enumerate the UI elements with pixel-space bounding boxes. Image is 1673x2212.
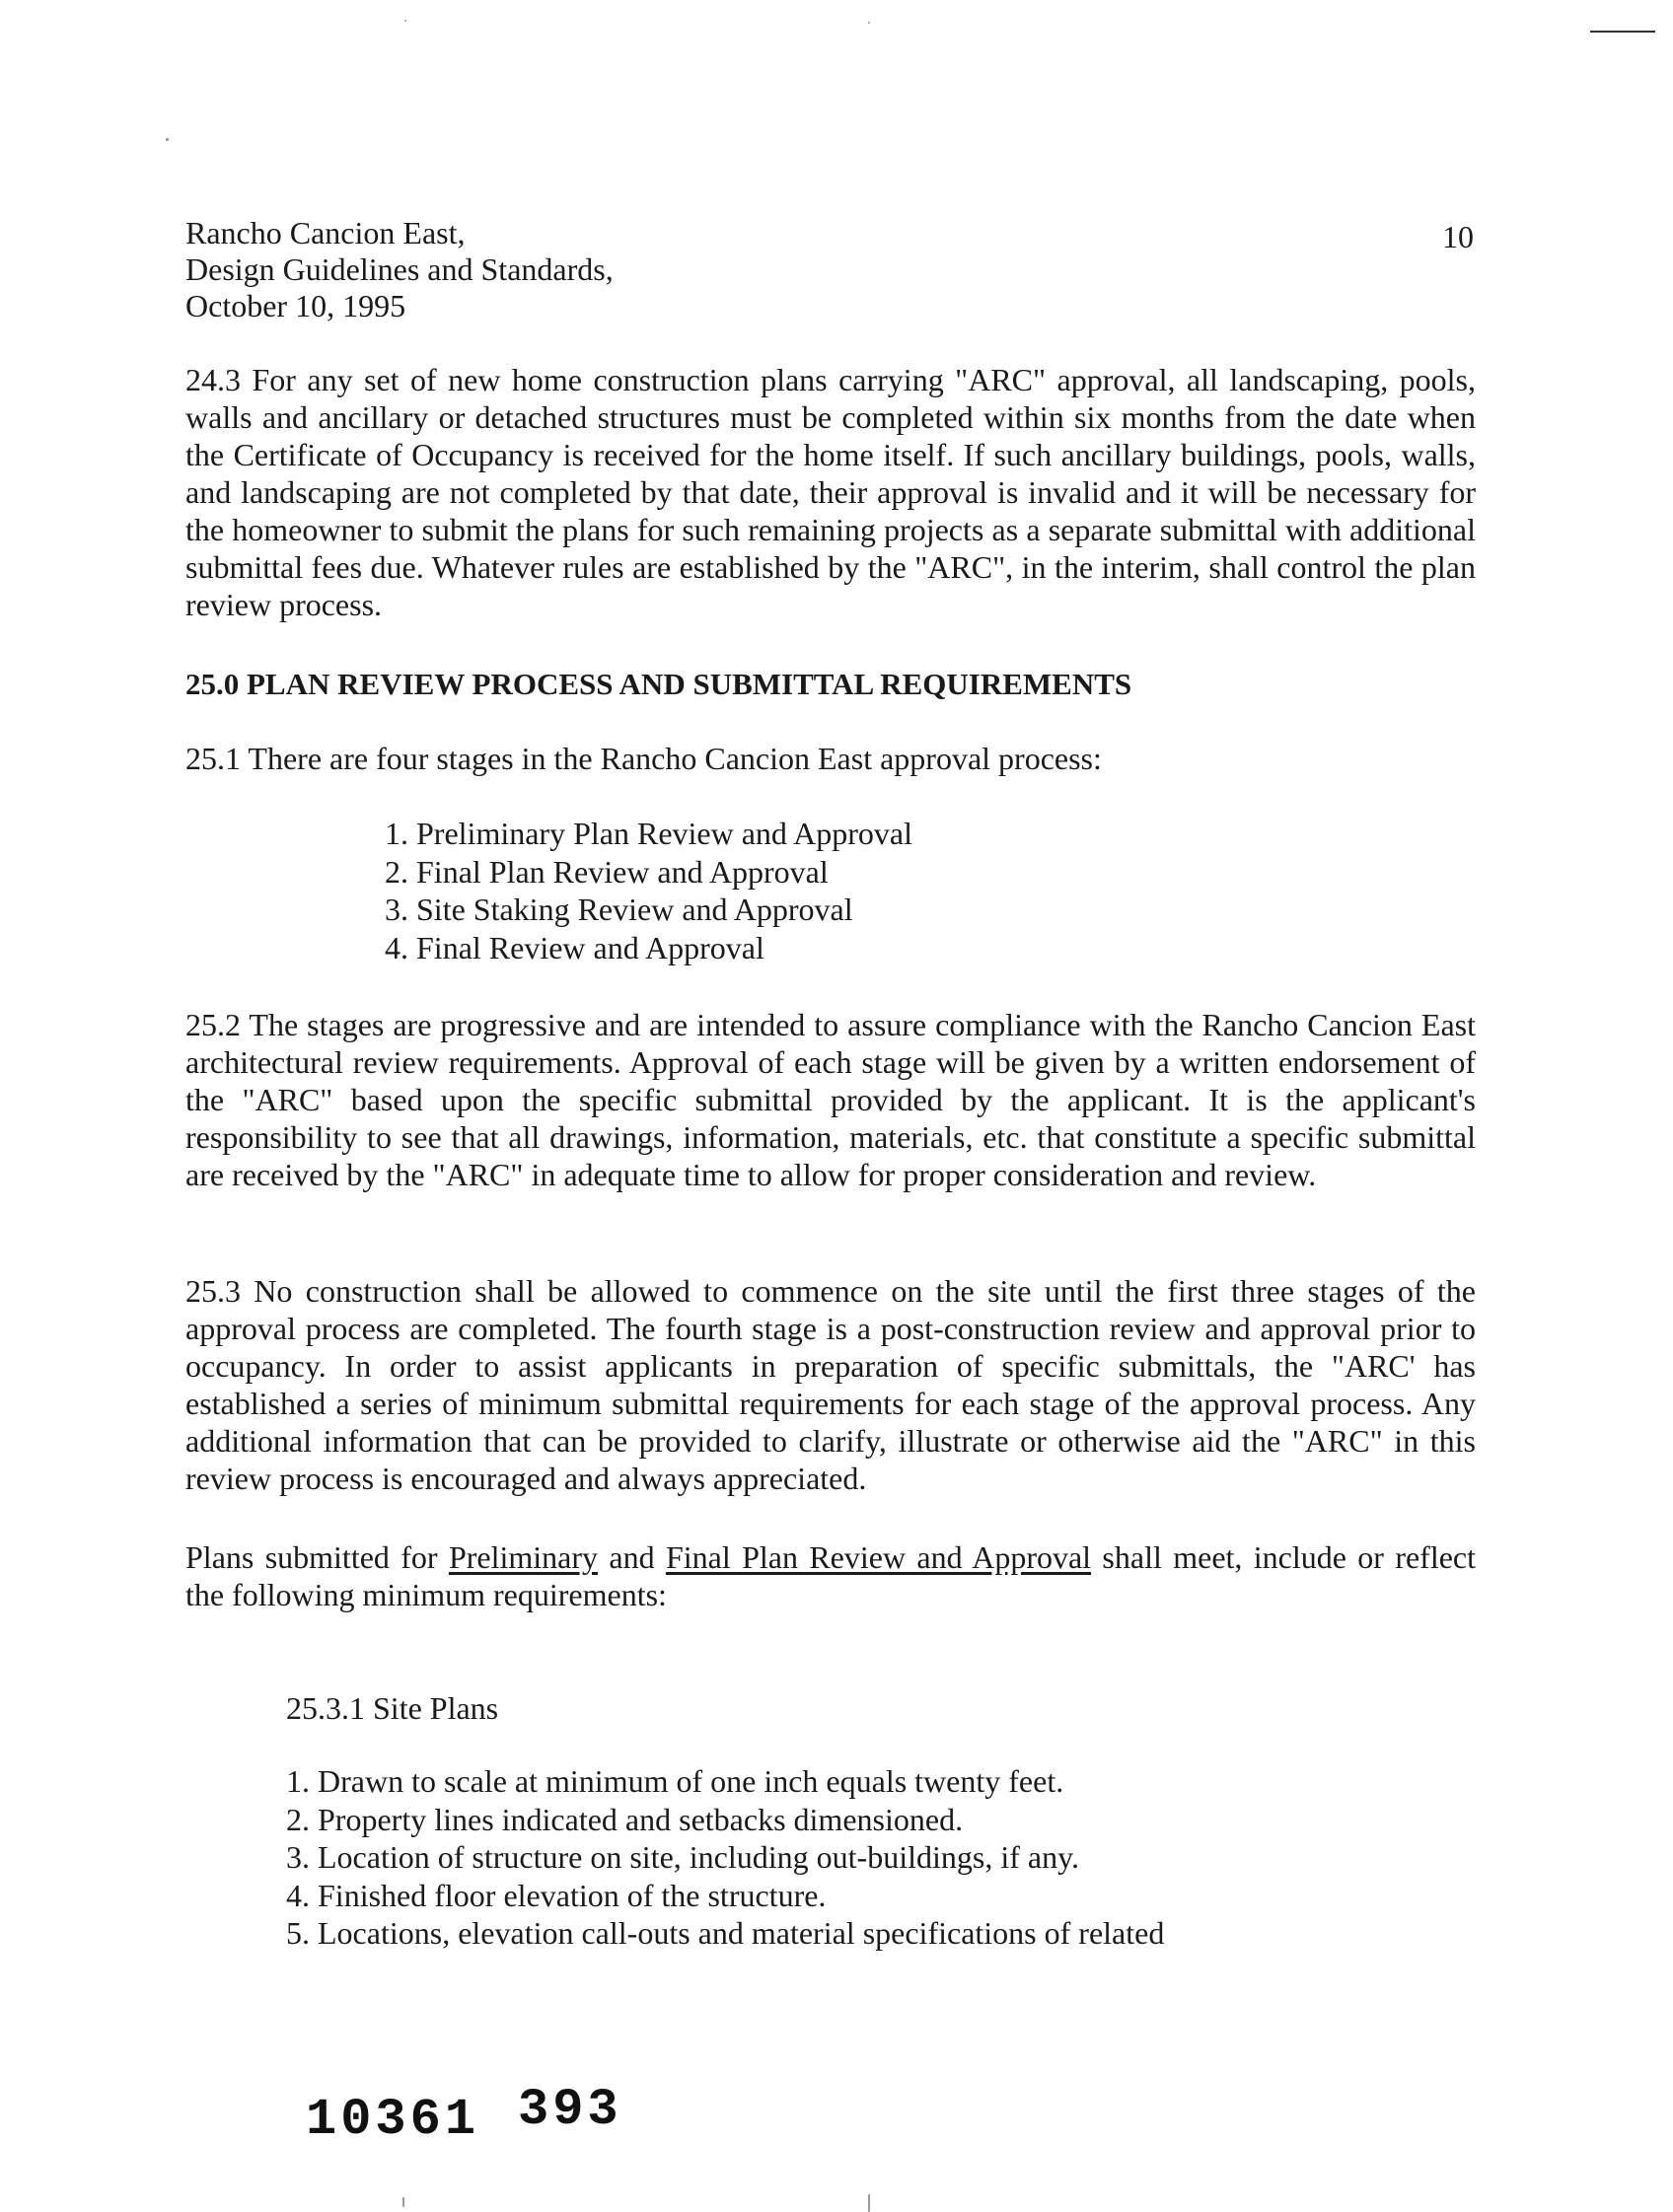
- paragraph-25-2: 25.2 The stages are progressive and are intended to assure compliance with the Rancho Cancion East architectural review requirements. Approval of each stage will be given by a written endorsement of the "ARC" based upon the specific submittal provided by the applicant. It is the applicant's responsibility to see that all drawings, information, materials, etc. that constitute a specific submittal are received by the "ARC" in adequate time to allow for proper consideration and review.: [185, 1007, 1476, 1192]
- document-header: [185, 215, 614, 324]
- list-item: 3. Location of structure on site, including out-buildings, if any.: [286, 1839, 1079, 1875]
- list-item: 4. Final Review and Approval: [385, 929, 764, 965]
- scan-artifact-rule: [1590, 31, 1655, 33]
- scan-speck: [402, 2197, 404, 2207]
- header-subtitle: Design Guidelines and Standards,: [185, 251, 614, 287]
- section-heading-25: 25.0 PLAN REVIEW PROCESS AND SUBMITTAL REQUIREMENTS: [185, 667, 1132, 701]
- paragraph-25-1: 25.1 There are four stages in the Rancho Cancion East approval process:: [185, 741, 1102, 776]
- plans-intro-before: Plans submitted for: [185, 1539, 449, 1575]
- list-item: 4. Finished floor elevation of the structure.: [286, 1877, 827, 1913]
- subsection-heading-25-3-1: 25.3.1 Site Plans: [286, 1690, 499, 1726]
- recording-book-number: 10361: [306, 2091, 480, 2149]
- list-item: 2. Final Plan Review and Approval: [385, 853, 829, 890]
- scan-speck: [868, 2194, 870, 2212]
- scan-speck: [166, 138, 169, 141]
- list-item: 1. Drawn to scale at minimum of one inch equals twenty feet.: [286, 1763, 1064, 1799]
- header-title: Rancho Cancion East,: [185, 215, 466, 250]
- header-date: October 10, 1995: [185, 288, 406, 323]
- approval-stages-list: [385, 815, 912, 966]
- paragraph-plans-intro: [185, 1538, 1476, 1613]
- scan-speck: [404, 20, 406, 22]
- preliminary-underlined: Preliminary: [448, 1539, 599, 1575]
- list-item: 3. Site Staking Review and Approval: [385, 892, 853, 927]
- recording-page-number: 393: [518, 2081, 622, 2139]
- paragraph-25-3: 25.3 No construction shall be allowed to commence on the site until the first three stages of the approval process are completed. The fourth stage is a post-construction review and approval prior to occupancy. In order to assist applicants in preparation of specific submittals, the "ARC' has established a series of minimum submittal requirements for each stage of the approval process. Any additional information that can be provided to clarify, illustrate or otherwise aid the "ARC" in this review process is encouraged and always appreciated.: [185, 1273, 1476, 1496]
- list-item: 2. Property lines indicated and setbacks dimensioned.: [286, 1801, 964, 1837]
- site-plans-list: [286, 1762, 1164, 1953]
- plans-intro-between: and: [598, 1539, 666, 1575]
- final-plan-review-underlined: Final Plan Review and Approval: [665, 1539, 1092, 1575]
- scan-speck: [868, 22, 870, 24]
- paragraph-24-3: 24.3 For any set of new home construction plans carrying "ARC" approval, all landscaping, pools, walls and ancillary or detached structures must be completed within six months from the date when the Certificate of Occupancy is received for the home itself. If such ancillary buildings, pools, walls, and landscaping are not completed by that date, their approval is invalid and it will be necessary for the homeowner to submit the plans for such remaining projects as a separate submittal with additional submittal fees due. Whatever rules are established by the "ARC", in the interim, shall control the plan review process.: [185, 362, 1476, 622]
- list-item: 5. Locations, elevation call-outs and material specifications of related: [286, 1915, 1165, 1951]
- list-item: 1. Preliminary Plan Review and Approval: [385, 816, 913, 851]
- page-number: 10: [1442, 219, 1474, 254]
- plans-intro-after: shall meet, include or reflect the following minimum requirements:: [185, 1539, 1477, 1612]
